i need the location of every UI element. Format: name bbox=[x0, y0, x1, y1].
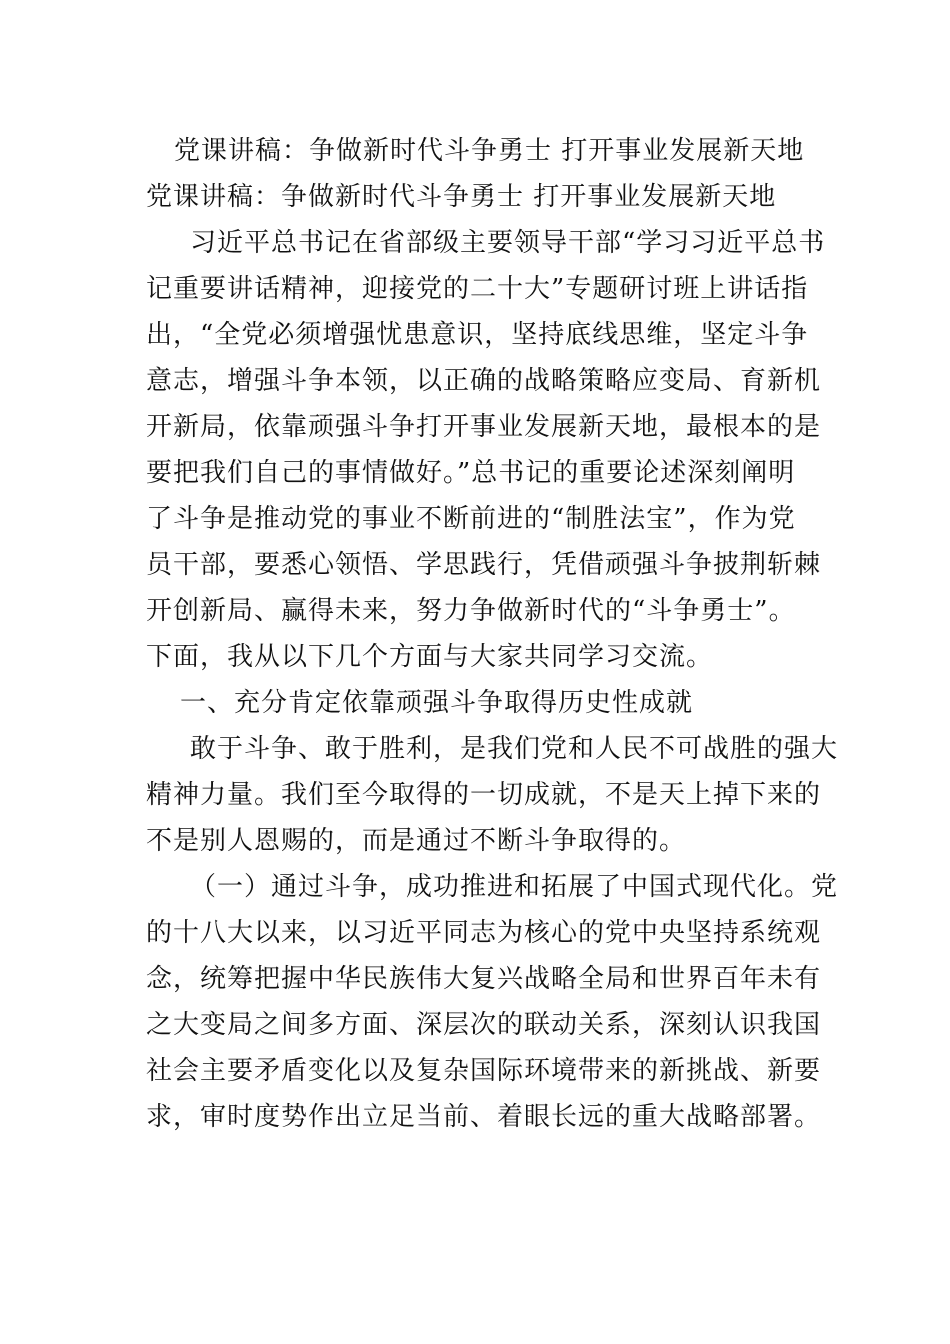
document-title: 党课讲稿：争做新时代斗争勇士 打开事业发展新天地 bbox=[174, 136, 805, 166]
paragraph-line: 员干部，要悉心领悟、学思践行，凭借顽强斗争披荆斩棘 bbox=[146, 550, 822, 580]
paragraph-line: 敢于斗争、敢于胜利，是我们党和人民不可战胜的强大 bbox=[190, 734, 839, 764]
paragraph-line: （一）通过斗争，成功推进和拓展了中国式现代化。党 bbox=[190, 872, 839, 902]
paragraph-line: 之大变局之间多方面、深层次的联动关系，深刻认识我国 bbox=[146, 1010, 822, 1040]
paragraph-line: 下面，我从以下几个方面与大家共同学习交流。 bbox=[146, 642, 714, 672]
paragraph-line: 的十八大以来，以习近平同志为核心的党中央坚持系统观 bbox=[146, 918, 822, 948]
paragraph-line: 社会主要矛盾变化以及复杂国际环境带来的新挑战、新要 bbox=[146, 1056, 822, 1086]
paragraph-line: 精神力量。我们至今取得的一切成就，不是天上掉下来的 bbox=[146, 780, 822, 810]
paragraph-line: 不是别人恩赐的，而是通过不断斗争取得的。 bbox=[146, 826, 687, 856]
paragraph-line: 意志，增强斗争本领，以正确的战略策略应变局、育新机 bbox=[146, 366, 822, 396]
paragraph-line: 求，审时度势作出立足当前、着眼长远的重大战略部署。 bbox=[146, 1102, 822, 1132]
section-heading: 一、充分肯定依靠顽强斗争取得历史性成就 bbox=[180, 688, 694, 718]
paragraph-line: 了斗争是推动党的事业不断前进的“制胜法宝”，作为党 bbox=[146, 504, 796, 534]
paragraph-line: 习近平总书记在省部级主要领导干部“学习习近平总书 bbox=[190, 228, 826, 258]
paragraph-line: 出，“全党必须增强忧患意识，坚持底线思维，坚定斗争 bbox=[146, 320, 809, 350]
paragraph-line: 开创新局、赢得未来，努力争做新时代的“斗争勇士”。 bbox=[146, 596, 796, 626]
paragraph-line: 开新局，依靠顽强斗争打开事业发展新天地，最根本的是 bbox=[146, 412, 822, 442]
paragraph-line: 记重要讲话精神，迎接党的二十大”专题研讨班上讲话指 bbox=[146, 274, 809, 304]
paragraph-line: 要把我们自己的事情做好。”总书记的重要论述深刻阐明 bbox=[146, 458, 796, 488]
document-title-duplicate: 党课讲稿：争做新时代斗争勇士 打开事业发展新天地 bbox=[146, 182, 777, 212]
document-page bbox=[146, 128, 839, 1140]
paragraph-line: 念，统筹把握中华民族伟大复兴战略全局和世界百年未有 bbox=[146, 964, 822, 994]
